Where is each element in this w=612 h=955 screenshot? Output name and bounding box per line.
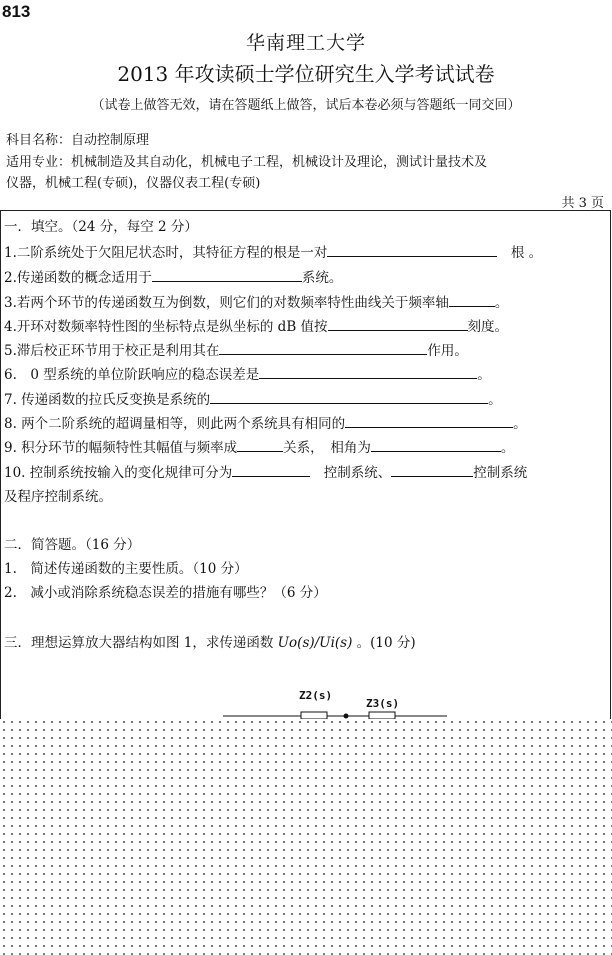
scan-dot-pattern xyxy=(0,718,612,955)
answer-blank xyxy=(371,439,501,452)
section1-heading: 一．填空。（24 分，每空 2 分） xyxy=(4,219,198,235)
answer-blank xyxy=(237,439,283,452)
majors-line-1: 适用专业：机械制造及其自动化，机械电子工程，机械设计及理论，测试计量技术及 xyxy=(6,155,488,170)
exam-notice: （试卷上做答无效，请在答题纸上做答，试后本卷必须与答题纸一同交回） xyxy=(91,98,521,113)
answer-blank xyxy=(259,366,477,379)
answer-blank xyxy=(152,269,302,282)
question-5: 5.滞后校正环节用于校正是利用其在 作用。 xyxy=(4,343,468,359)
section2-heading: 二．简答题。（16 分） xyxy=(4,537,141,553)
page-count: 共 3 页 xyxy=(561,196,604,211)
question-8: 8. 两个二阶系统的超调量相等，则此两个系统具有相同的 。 xyxy=(4,416,527,432)
answer-blank xyxy=(210,391,488,404)
question-10: 10. 控制系统按输入的变化规律可分为 控制系统、 控制系统 xyxy=(4,465,528,481)
answer-blank xyxy=(391,464,473,477)
answer-blank xyxy=(328,318,468,331)
section2-question-2: 2. 减小或消除系统稳态误差的措施有哪些？（6 分） xyxy=(4,585,327,601)
z2-label: Z2(s) xyxy=(299,689,333,702)
question-6: 6. 0 型系统的单位阶跃响应的稳态误差是 。 xyxy=(4,367,491,383)
question-10-cont: 及程序控制系统。 xyxy=(4,489,112,505)
section3-question: 三．理想运算放大器结构如图 1，求传递函数 Uo(s)/Ui(s) 。(10 分) xyxy=(4,635,416,651)
answer-blank xyxy=(219,342,427,355)
op-amp-circuit-figure xyxy=(211,685,461,719)
question-7: 7. 传递函数的拉氏反变换是系统的 。 xyxy=(4,392,502,408)
question-9: 9. 积分环节的幅频特性其幅值与频率成 关系， 相角为 。 xyxy=(4,440,515,456)
question-3: 3.若两个环节的传递函数互为倒数，则它们的对数频率特性曲线关于频率轴 。 xyxy=(4,295,509,311)
subject-name: 科目名称：自动控制原理 xyxy=(6,133,150,148)
z3-label: Z3(s) xyxy=(366,697,400,710)
university-name: 华南理工大学 xyxy=(245,32,366,54)
answer-blank xyxy=(232,464,310,477)
question-box xyxy=(0,210,611,719)
majors-line-2: 仪器，机械工程(专硕)，仪器仪表工程(专硕) xyxy=(6,176,261,191)
question-2: 2.传递函数的概念适用于 系统。 xyxy=(4,270,343,286)
exam-code: 813 xyxy=(2,2,31,21)
answer-blank xyxy=(345,415,513,428)
answer-blank xyxy=(327,244,497,257)
question-1: 1.二阶系统处于欠阻尼状态时，其特征方程的根是一对 根 。 xyxy=(4,245,543,261)
answer-blank xyxy=(449,294,495,307)
exam-title: 2013 年攻读硕士学位研究生入学考试试卷 xyxy=(117,62,495,86)
section2-question-1: 1. 简述传递函数的主要性质。（10 分） xyxy=(4,561,248,577)
question-4: 4.开环对数频率特性图的坐标特点是纵坐标的 dB 值按 刻度。 xyxy=(4,319,509,335)
